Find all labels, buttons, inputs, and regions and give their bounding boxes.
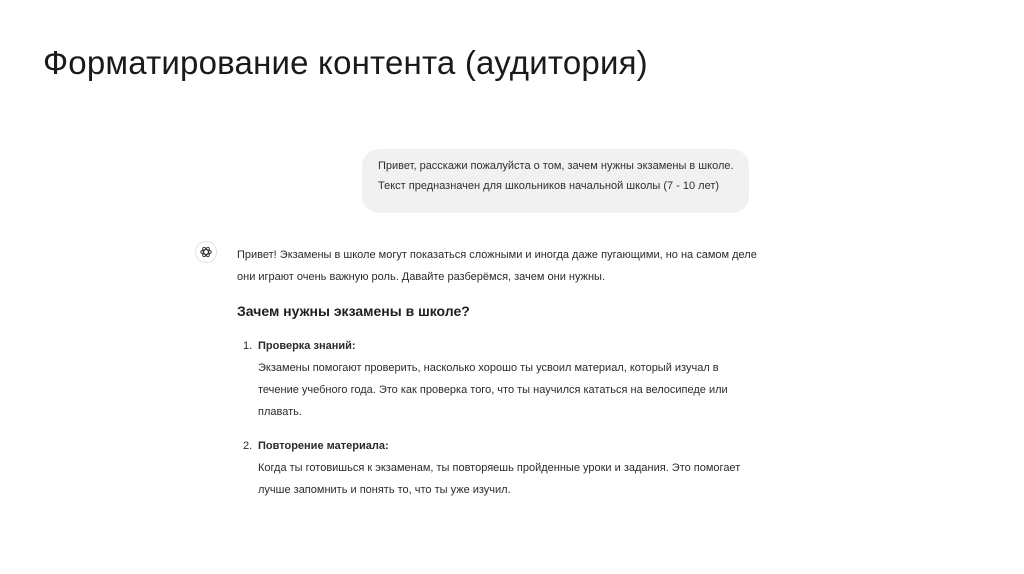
list-item-title: Проверка знаний: xyxy=(258,340,356,352)
list-item xyxy=(237,435,757,501)
list-item xyxy=(237,335,757,423)
slide-title: Форматирование контента (аудитория) xyxy=(43,44,648,81)
list-item-title: Повторение материала: xyxy=(258,440,389,452)
list-item-text: Экзамены помогают проверить, насколько хорошо ты усвоил материал, который изучал в течение учебного года. Это как проверка того, что ты научился кататься на велосипеде или плавать. xyxy=(258,362,728,418)
assistant-message xyxy=(237,244,757,513)
list-item-number: 2. xyxy=(243,440,253,452)
list-item-number: 1. xyxy=(243,340,253,352)
assistant-intro: Привет! Экзамены в школе могут показаться сложными и иногда даже пугающими, но на самом деле они играют очень важную роль. Давайте разберёмся, зачем они нужны. xyxy=(237,249,757,283)
section-heading: Зачем нужны экзамены в школе? xyxy=(237,303,470,319)
numbered-list xyxy=(237,335,757,501)
list-item-text: Когда ты готовишься к экзаменам, ты повторяешь пройденные уроки и задания. Это помогает лучше запомнить и понять то, что ты уже изучил. xyxy=(258,462,741,496)
user-message-bubble xyxy=(362,149,749,213)
assistant-avatar xyxy=(195,241,217,263)
openai-logo-icon xyxy=(199,245,213,259)
user-message-text: Привет, расскажи пожалуйста о том, зачем нужны экзамены в школе. Текст предназначен для школьников начальной школы (7 - 10 лет) xyxy=(378,160,734,192)
